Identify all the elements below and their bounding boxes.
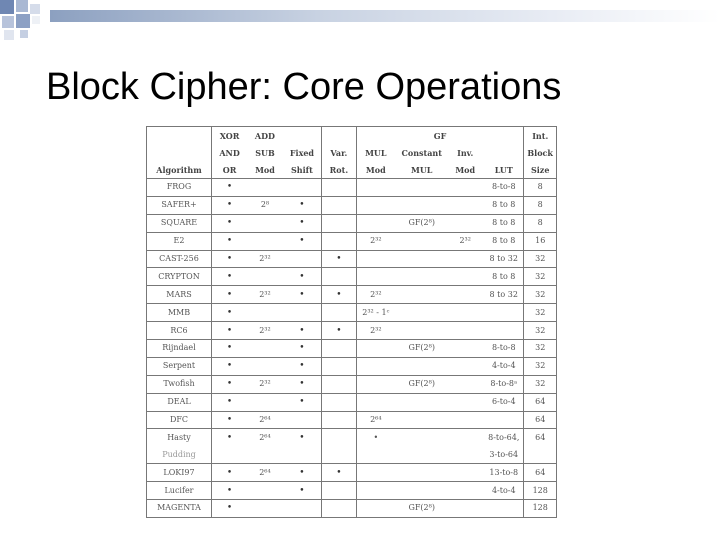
header-shift: Shift [283, 161, 322, 179]
table-row [147, 196, 557, 214]
cell-algorithm: Hasty [147, 429, 212, 446]
cell-var-rot [322, 357, 357, 375]
cell-xor-and-or: • [212, 304, 248, 322]
cell-mul-mod [356, 214, 395, 232]
cipher-operations-table-container [146, 126, 557, 514]
table-row [147, 464, 557, 482]
cell-mul-mod [356, 482, 395, 500]
cell-lut: 8-to-8 [484, 179, 524, 197]
header-size: Size [524, 161, 557, 179]
cell-fixed-shift [283, 446, 322, 463]
cell-var-rot [322, 500, 357, 518]
cell-mul-mod [356, 375, 395, 393]
cell-inv-mod [448, 429, 482, 446]
cell-gf-constant-mul [395, 232, 448, 250]
cell-lut: 6-to-4 [484, 393, 524, 411]
cell-var-rot [322, 268, 357, 286]
cell-var-rot [322, 446, 357, 463]
cell-inv-mod [448, 393, 482, 411]
header-xor: XOR [212, 127, 248, 145]
cell-inv-mod [448, 357, 482, 375]
cell-xor-and-or: • [212, 375, 248, 393]
cell-mul-mod [356, 179, 395, 197]
cell-fixed-shift: • [283, 340, 322, 358]
cell-xor-and-or: • [212, 268, 248, 286]
header-var-top [322, 127, 357, 145]
cell-var-rot [322, 196, 357, 214]
cell-gf-constant-mul: GF(2⁸) [395, 214, 448, 232]
cell-fixed-shift: • [283, 232, 322, 250]
cell-algorithm: MMB [147, 304, 212, 322]
cell-inv-mod [448, 482, 482, 500]
table-row [147, 179, 557, 197]
cell-block-size: 32 [524, 286, 557, 304]
cell-xor-and-or: • [212, 250, 248, 268]
cell-add-sub-mod: 2⁶⁴ [247, 411, 283, 429]
cell-add-sub-mod: 2⁸ [247, 196, 283, 214]
cell-add-sub-mod [247, 393, 283, 411]
header-add: ADD [247, 127, 283, 145]
cell-gf-constant-mul [395, 268, 448, 286]
cell-algorithm: CRYPTON [147, 268, 212, 286]
corner-decoration [0, 0, 50, 44]
cell-fixed-shift [283, 411, 322, 429]
cell-mul-mod: 2³² [356, 286, 395, 304]
cell-block-size: 32 [524, 357, 557, 375]
cell-mul-mod [356, 340, 395, 358]
cell-mul-mod [356, 357, 395, 375]
cipher-operations-table [146, 126, 557, 518]
header-or: OR [212, 161, 248, 179]
cell-gf-constant-mul [395, 464, 448, 482]
cell-gf-constant-mul: GF(2⁸) [395, 500, 448, 518]
cell-lut: 8 to 8 [484, 196, 524, 214]
cell-xor-and-or: • [212, 482, 248, 500]
cell-lut: 8 to 32 [484, 250, 524, 268]
cell-algorithm: Twofish [147, 375, 212, 393]
cell-lut [484, 304, 524, 322]
cell-mul-mod [356, 250, 395, 268]
cell-mul-mod: 2³² [356, 232, 395, 250]
cell-gf-constant-mul [395, 196, 448, 214]
cell-gf-constant-mul [395, 429, 448, 446]
header-rot: Rot. [322, 161, 357, 179]
table-row [147, 322, 557, 340]
cell-lut [484, 500, 524, 518]
cell-block-size: 8 [524, 196, 557, 214]
cell-add-sub-mod [247, 232, 283, 250]
cell-xor-and-or: • [212, 286, 248, 304]
cell-algorithm: RC6 [147, 322, 212, 340]
table-row [147, 357, 557, 375]
cell-block-size: 32 [524, 250, 557, 268]
cell-inv-mod [448, 250, 482, 268]
cell-block-size: 32 [524, 268, 557, 286]
cell-inv-mod [448, 304, 482, 322]
cell-algorithm: Serpent [147, 357, 212, 375]
cell-var-rot [322, 304, 357, 322]
header-inv-mod: Mod [448, 161, 482, 179]
cell-fixed-shift: • [283, 482, 322, 500]
table-row [147, 393, 557, 411]
header-sub: SUB [255, 147, 275, 158]
header-constant: Constant [401, 147, 442, 158]
header-fixed: Fixed [289, 147, 315, 158]
cell-var-rot: • [322, 322, 357, 340]
cell-fixed-shift [283, 304, 322, 322]
header-mul: MUL [365, 147, 387, 158]
header-gf: GF [356, 127, 524, 145]
cell-var-rot [322, 393, 357, 411]
cell-lut: 4-to-4 [484, 482, 524, 500]
cell-mul-mod: 2³² - 1ᶜ [356, 304, 395, 322]
cell-mul-mod: 2³² [356, 322, 395, 340]
header-lut-mid [484, 144, 524, 161]
table-row [147, 482, 557, 500]
cell-add-sub-mod: 2³² [247, 375, 283, 393]
table-row [147, 250, 557, 268]
cell-algorithm: FROG [147, 179, 212, 197]
cell-lut [484, 411, 524, 429]
cell-mul-mod [356, 464, 395, 482]
cell-mul-mod [356, 446, 395, 463]
cell-gf-constant-mul: GF(2⁸) [395, 340, 448, 358]
cell-mul-mod [356, 196, 395, 214]
cell-gf-constant-mul [395, 411, 448, 429]
cell-xor-and-or: • [212, 179, 248, 197]
cell-add-sub-mod [247, 340, 283, 358]
cell-add-sub-mod: 2³² [247, 286, 283, 304]
cell-block-size: 16 [524, 232, 557, 250]
cell-add-sub-mod [247, 214, 283, 232]
cell-block-size: 128 [524, 482, 557, 500]
cell-gf-constant-mul: GF(2⁸) [395, 375, 448, 393]
cell-add-sub-mod [247, 446, 283, 463]
cell-algorithm: CAST-256 [147, 250, 212, 268]
cell-inv-mod [448, 268, 482, 286]
cell-var-rot: • [322, 286, 357, 304]
header-algorithm: Algorithm [147, 161, 212, 179]
cell-add-sub-mod: 2³² [247, 250, 283, 268]
cell-inv-mod [448, 340, 482, 358]
slide-title: Block Cipher: Core Operations [46, 66, 562, 108]
cell-block-size: 128 [524, 500, 557, 518]
cell-inv-mod [448, 179, 482, 197]
cell-fixed-shift [283, 250, 322, 268]
cell-var-rot [322, 340, 357, 358]
cell-block-size: 64 [524, 411, 557, 429]
cell-inv-mod [448, 464, 482, 482]
cell-var-rot [322, 179, 357, 197]
table-row [147, 232, 557, 250]
cell-var-rot: • [322, 250, 357, 268]
cell-fixed-shift: • [283, 268, 322, 286]
table-row [147, 500, 557, 518]
cell-lut: 4-to-4 [484, 357, 524, 375]
header-block: Block [524, 144, 557, 161]
cell-add-sub-mod: 2³² [247, 322, 283, 340]
cell-gf-constant-mul [395, 322, 448, 340]
cell-fixed-shift: • [283, 286, 322, 304]
cell-lut: 8-to-8ᵃ [484, 375, 524, 393]
table-row [147, 446, 557, 463]
cell-block-size [524, 446, 557, 463]
cell-mul-mod [356, 393, 395, 411]
cell-algorithm: DEAL [147, 393, 212, 411]
cell-var-rot: • [322, 464, 357, 482]
cell-algorithm: MAGENTA [147, 500, 212, 518]
cell-xor-and-or: • [212, 322, 248, 340]
header-fixed-top [283, 127, 322, 145]
cell-var-rot [322, 232, 357, 250]
cell-xor-and-or: • [212, 340, 248, 358]
cell-xor-and-or: • [212, 393, 248, 411]
cell-gf-constant-mul [395, 393, 448, 411]
cell-inv-mod: 2³² [448, 232, 482, 250]
cell-mul-mod: 2⁶⁴ [356, 411, 395, 429]
cell-block-size: 8 [524, 179, 557, 197]
header-int: Int. [524, 127, 557, 145]
table-row [147, 286, 557, 304]
cell-algorithm: E2 [147, 232, 212, 250]
cell-add-sub-mod [247, 304, 283, 322]
header-lut: LUT [484, 161, 524, 179]
cell-lut: 8 to 32 [484, 286, 524, 304]
cell-block-size: 64 [524, 393, 557, 411]
top-accent-bar [50, 10, 720, 22]
header-row-3 [147, 161, 557, 179]
cell-fixed-shift: • [283, 357, 322, 375]
header-row-2 [147, 144, 557, 161]
cell-lut: 8 to 8 [484, 232, 524, 250]
cell-add-sub-mod: 2⁶⁴ [259, 432, 271, 442]
cell-xor-and-or: • [212, 411, 248, 429]
cell-fixed-shift: • [283, 464, 322, 482]
table-row [147, 214, 557, 232]
cell-lut: 8 to 8 [484, 214, 524, 232]
cell-gf-constant-mul [395, 304, 448, 322]
cell-block-size: 32 [524, 322, 557, 340]
header-and: AND [219, 147, 240, 158]
cell-block-size: 32 [524, 304, 557, 322]
cell-gf-constant-mul [395, 357, 448, 375]
cell-block-size: 8 [524, 214, 557, 232]
cell-add-sub-mod: 2⁶⁴ [247, 464, 283, 482]
cell-lut: 8-to-64, [488, 432, 520, 442]
cell-var-rot [322, 214, 357, 232]
cell-inv-mod [448, 214, 482, 232]
cell-inv-mod [448, 196, 482, 214]
cell-lut: 8 to 8 [484, 268, 524, 286]
cell-var-rot [322, 375, 357, 393]
cell-lut [484, 322, 524, 340]
cell-fixed-shift [283, 179, 322, 197]
cell-add-sub-mod [247, 357, 283, 375]
cell-block-size: 32 [524, 340, 557, 358]
cell-lut: 13-to-8 [484, 464, 524, 482]
cell-algorithm: MARS [147, 286, 212, 304]
cell-var-rot [322, 429, 357, 446]
cell-algorithm: DFC [147, 411, 212, 429]
header-var: Var. [322, 144, 357, 161]
cell-xor-and-or: • [212, 232, 248, 250]
cell-fixed-shift: • [283, 196, 322, 214]
cell-gf-constant-mul [395, 286, 448, 304]
cell-fixed-shift: • [283, 375, 322, 393]
cell-algorithm: SAFER+ [147, 196, 212, 214]
cell-lut: 3-to-64 [484, 446, 524, 463]
cell-mul-mod [356, 268, 395, 286]
cell-fixed-shift: • [283, 322, 322, 340]
cell-xor-and-or: • [212, 500, 248, 518]
cell-block-size: 64 [524, 429, 557, 446]
cell-xor-and-or: • [212, 196, 248, 214]
header-inv: Inv. [457, 147, 474, 158]
cell-add-sub-mod [247, 482, 283, 500]
cell-fixed-shift [283, 500, 322, 518]
table-row [147, 304, 557, 322]
header-algorithm-mid [147, 144, 212, 161]
cell-inv-mod [448, 500, 482, 518]
cell-inv-mod [448, 322, 482, 340]
cell-algorithm: Rijndael [147, 340, 212, 358]
cell-var-rot [322, 482, 357, 500]
table-row [147, 411, 557, 429]
cell-inv-mod [448, 411, 482, 429]
table-row [147, 268, 557, 286]
header-row-1 [147, 127, 557, 145]
cell-add-sub-mod [247, 268, 283, 286]
cell-fixed-shift: • [299, 432, 305, 443]
cell-inv-mod [448, 375, 482, 393]
cell-fixed-shift: • [283, 393, 322, 411]
cell-gf-constant-mul [395, 482, 448, 500]
header-const-mul: MUL [395, 161, 448, 179]
table-row [147, 375, 557, 393]
cell-inv-mod [448, 446, 482, 463]
cell-var-rot [322, 411, 357, 429]
header-algorithm-top [147, 127, 212, 145]
cell-gf-constant-mul [395, 250, 448, 268]
cell-lut: 8-to-8 [484, 340, 524, 358]
cell-add-sub-mod [247, 500, 283, 518]
cell-add-sub-mod [247, 179, 283, 197]
cell-algorithm: Pudding [147, 446, 212, 463]
cell-algorithm: SQUARE [147, 214, 212, 232]
table-row [147, 340, 557, 358]
cell-block-size: 32 [524, 375, 557, 393]
cell-mul-mod: • [373, 432, 379, 442]
cell-mul-mod [356, 500, 395, 518]
cell-gf-constant-mul [395, 446, 448, 463]
table-row [147, 429, 557, 446]
cell-fixed-shift: • [283, 214, 322, 232]
table-body [147, 179, 557, 518]
header-mod: Mod [247, 161, 283, 179]
cell-algorithm: Lucifer [147, 482, 212, 500]
cell-xor-and-or: • [226, 432, 233, 443]
header-mul-mod: Mod [356, 161, 395, 179]
cell-block-size: 64 [524, 464, 557, 482]
cell-inv-mod [448, 286, 482, 304]
cell-xor-and-or: • [212, 357, 248, 375]
cell-algorithm: LOKI97 [147, 464, 212, 482]
cell-xor-and-or [212, 446, 248, 463]
cell-xor-and-or: • [212, 214, 248, 232]
table-header [147, 127, 557, 179]
cell-gf-constant-mul [395, 179, 448, 197]
cell-xor-and-or: • [212, 464, 248, 482]
